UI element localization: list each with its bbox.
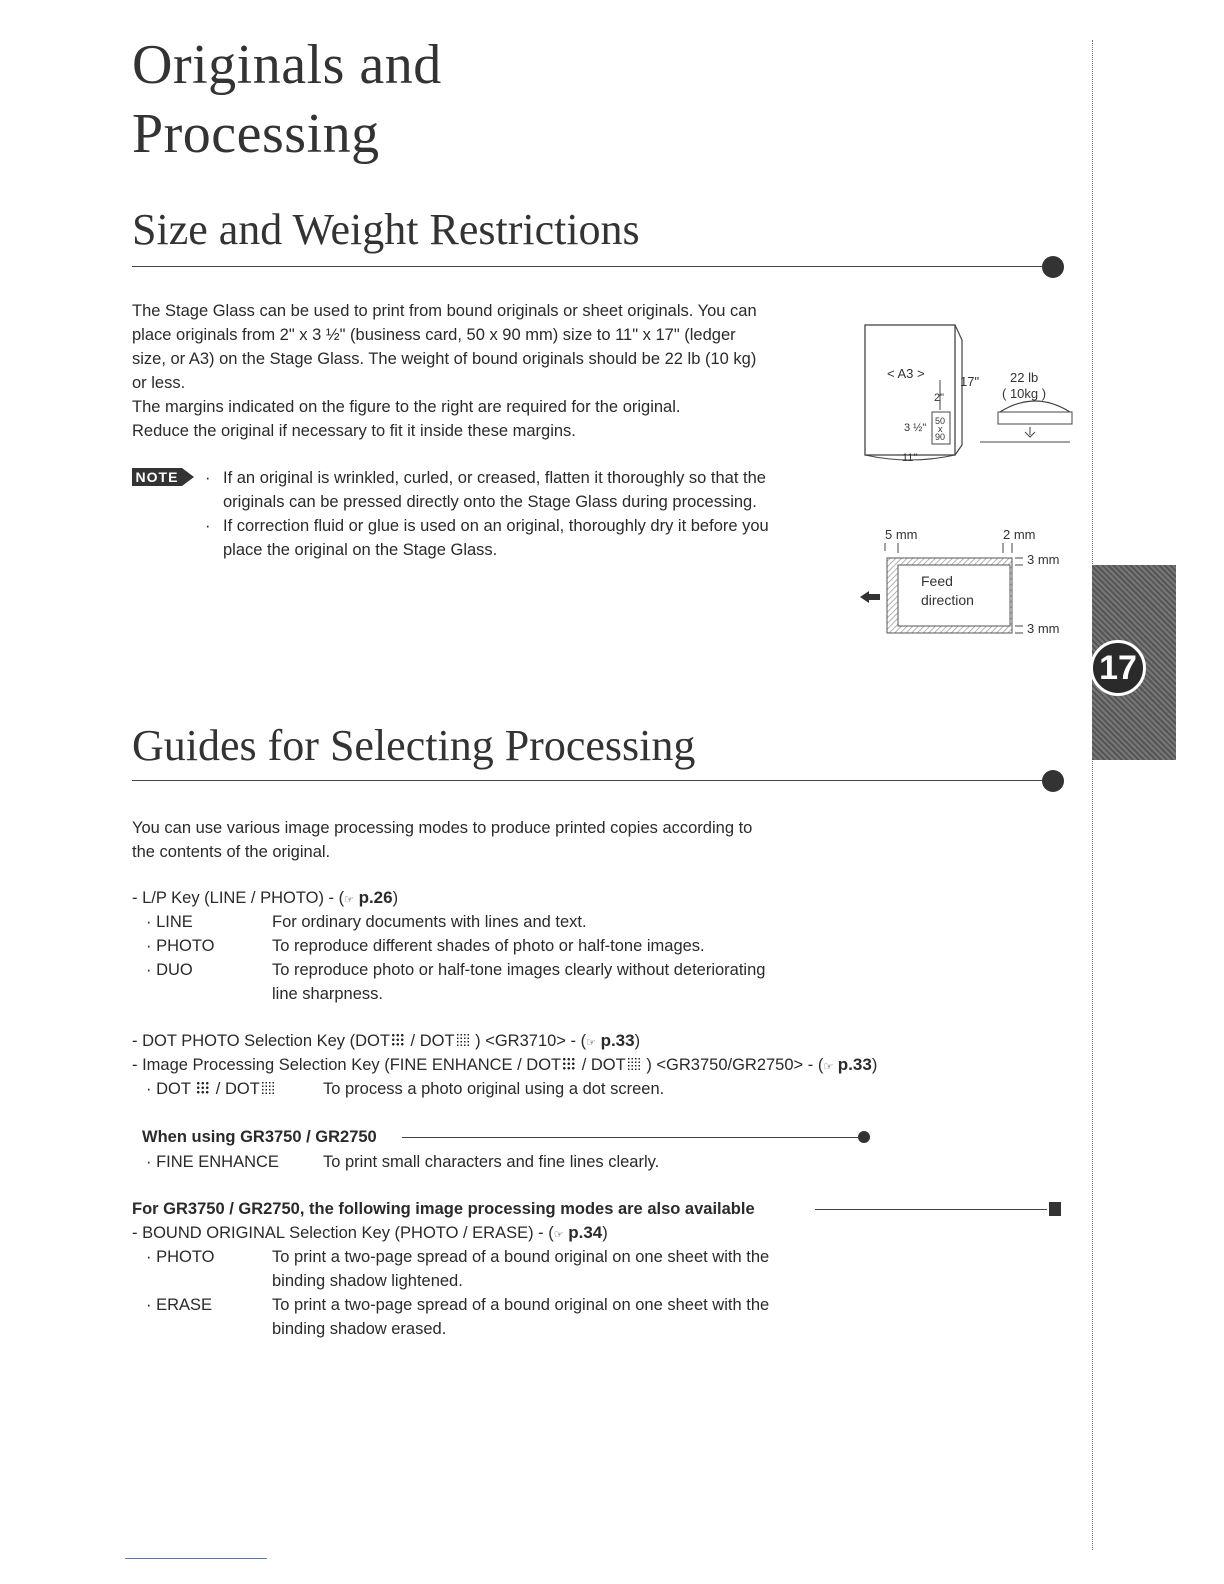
text-line: You can use various image processing modes to produce printed copies according to <box>132 819 753 837</box>
text-line: or less. <box>132 374 186 392</box>
section-heading-size-weight: Size and Weight Restrictions <box>132 205 640 254</box>
text-line: the contents of the original. <box>132 843 331 861</box>
fig-35in-label: 3 ½" <box>904 422 927 434</box>
text: ) <box>602 1224 608 1242</box>
text-line: binding shadow erased. <box>272 1320 447 1338</box>
original-size-drawing <box>860 320 1080 470</box>
footer-rule <box>125 1558 267 1559</box>
text-line: place the original on the Stage Glass. <box>223 541 498 559</box>
page-title-line1: Originals and <box>132 34 442 96</box>
lp-item-duo-desc <box>272 958 765 1006</box>
margin-bottom-label: 3 mm <box>1027 621 1060 636</box>
image-processing-key-heading <box>132 1053 877 1079</box>
lp-item-photo-desc: To reproduce different shades of photo or half-tone images. <box>272 937 705 955</box>
fig-2in-label: 2" <box>934 392 945 404</box>
text-line: To print a two-page spread of a bound original on one sheet with the <box>272 1248 770 1266</box>
text-line: The margins indicated on the figure to the right are required for the original. <box>132 398 681 416</box>
text: / DOT <box>211 1080 260 1098</box>
text-line: originals can be pressed directly onto the Stage Glass during processing. <box>223 493 757 511</box>
bound-erase-desc <box>272 1293 769 1341</box>
chapter-number: 17 <box>1090 640 1146 696</box>
note-item-1 <box>223 466 833 514</box>
fine-dot-icon <box>261 1081 275 1095</box>
fig-card-h: 90 <box>935 432 946 442</box>
fine-enhance-desc: To print small characters and fine lines clearly. <box>323 1153 660 1171</box>
text-line: If correction fluid or glue is used on an original, thoroughly dry it before you <box>223 517 769 535</box>
bound-photo-desc <box>272 1245 769 1293</box>
text-line: To print a two-page spread of a bound original on one sheet with the <box>272 1296 770 1314</box>
note-badge: NOTE <box>132 468 182 486</box>
lp-item-photo-label: · PHOTO <box>146 937 215 955</box>
section-rule <box>132 266 1052 267</box>
text-line: place originals from 2" x 3 ½" (business card, 50 x 90 mm) size to 11" x 17" (ledger <box>132 326 736 344</box>
page-ref-link[interactable]: p.33 <box>600 1031 635 1050</box>
note-bullet: · <box>205 469 211 487</box>
fig-11in-label: 11" <box>902 452 918 464</box>
text: ) <box>634 1032 641 1050</box>
text-line: Feed <box>921 573 953 589</box>
section-heading-guides: Guides for Selecting Processing <box>132 721 696 770</box>
dot-item-desc: To process a photo original using a dot screen. <box>323 1080 665 1098</box>
coarse-dot-icon <box>196 1081 210 1095</box>
size-weight-paragraph <box>132 299 832 443</box>
subsection-bullet <box>858 1131 870 1143</box>
page-title <box>132 36 442 164</box>
page-ref-link[interactable]: p.33 <box>837 1055 872 1074</box>
when-using-heading: When using GR3750 / GR2750 <box>142 1128 377 1146</box>
page-ref-link[interactable]: p.34 <box>568 1223 603 1242</box>
guides-intro <box>132 816 832 864</box>
note-arrow-icon <box>182 468 194 486</box>
subsection-marker <box>1049 1202 1061 1216</box>
text-line: If an original is wrinkled, curled, or creased, flatten it thoroughly so that the <box>223 469 766 487</box>
text-line: To reproduce photo or half-tone images clearly without deteriorating <box>272 961 766 979</box>
note-bullet: · <box>205 517 211 535</box>
dot-photo-key-heading <box>132 1029 640 1055</box>
section-bullet <box>1042 256 1064 278</box>
margin-figure <box>855 525 1075 650</box>
margin-top-label: 3 mm <box>1027 552 1060 567</box>
original-size-figure <box>860 320 1080 470</box>
fine-dot-icon <box>456 1033 470 1047</box>
text-line: The Stage Glass can be used to print from bound originals or sheet originals. You can <box>132 302 757 320</box>
fig-card-x: x <box>938 424 943 434</box>
text: / DOT <box>405 1032 455 1050</box>
text-line: size, or A3) on the Stage Glass. The weight of bound originals should be 22 lb (10 kg) <box>132 350 757 368</box>
margin-guide <box>1092 40 1093 1550</box>
page-title-line2: Processing <box>132 102 380 165</box>
hand-pointer-icon: ☞ <box>344 894 354 906</box>
text: ) <box>871 1056 878 1074</box>
text: - Image Processing Selection Key (FINE ENHANCE / DOT <box>132 1056 562 1074</box>
lp-item-line-desc: For ordinary documents with lines and text. <box>272 913 587 931</box>
hand-pointer-icon: ☞ <box>586 1037 596 1049</box>
text: ) <box>392 889 399 907</box>
page-ref-link[interactable]: p.26 <box>358 888 393 907</box>
text: - BOUND ORIGINAL Selection Key (PHOTO / ERASE) - ( <box>132 1224 554 1242</box>
section-rule <box>132 780 1052 781</box>
fig-a3-label: < A3 > <box>887 366 925 381</box>
bound-erase-label: · ERASE <box>146 1296 213 1314</box>
fig-17in-label: 17" <box>960 374 980 389</box>
lp-item-duo-label: · DUO <box>146 961 193 979</box>
hand-pointer-icon: ☞ <box>823 1061 834 1073</box>
fine-enhance-label: · FINE ENHANCE <box>146 1153 279 1171</box>
lp-key-heading <box>132 886 398 912</box>
additional-modes-heading: For GR3750 / GR2750, the following image processing modes are also available <box>132 1200 755 1218</box>
text-line: line sharpness. <box>272 985 383 1003</box>
fig-weight-kg: ( 10kg ) <box>1002 386 1047 401</box>
hand-pointer-icon: ☞ <box>553 1229 564 1241</box>
text-line: Reduce the original if necessary to fit it inside these margins. <box>132 422 576 440</box>
text: ) <GR3750/GR2750> - ( <box>641 1056 824 1074</box>
fig-card-w: 50 <box>935 416 946 426</box>
coarse-dot-icon <box>562 1057 576 1071</box>
dot-item-label <box>146 1077 276 1101</box>
text: ) <GR3710> - ( <box>470 1032 587 1050</box>
margin-right-label: 2 mm <box>1003 527 1036 542</box>
lp-item-line-label: · LINE <box>146 913 193 931</box>
text: - DOT PHOTO Selection Key (DOT <box>132 1032 390 1050</box>
text-line: binding shadow lightened. <box>272 1272 463 1290</box>
note-item-2 <box>223 514 833 562</box>
feed-direction-label <box>921 572 974 610</box>
text: / DOT <box>577 1056 626 1074</box>
fine-dot-icon <box>627 1057 641 1071</box>
section-bullet <box>1042 770 1064 792</box>
coarse-dot-icon <box>391 1033 405 1047</box>
bound-photo-label: · PHOTO <box>146 1248 215 1266</box>
subsection-rule <box>402 1137 860 1138</box>
text: - L/P Key (LINE / PHOTO) - ( <box>132 889 345 907</box>
fig-weight-lb: 22 lb <box>1010 370 1039 385</box>
subsection-rule <box>815 1209 1047 1210</box>
text: · DOT <box>146 1080 196 1098</box>
text-line: direction <box>921 592 974 608</box>
bound-original-key-heading <box>132 1221 608 1247</box>
margin-left-label: 5 mm <box>885 527 918 542</box>
